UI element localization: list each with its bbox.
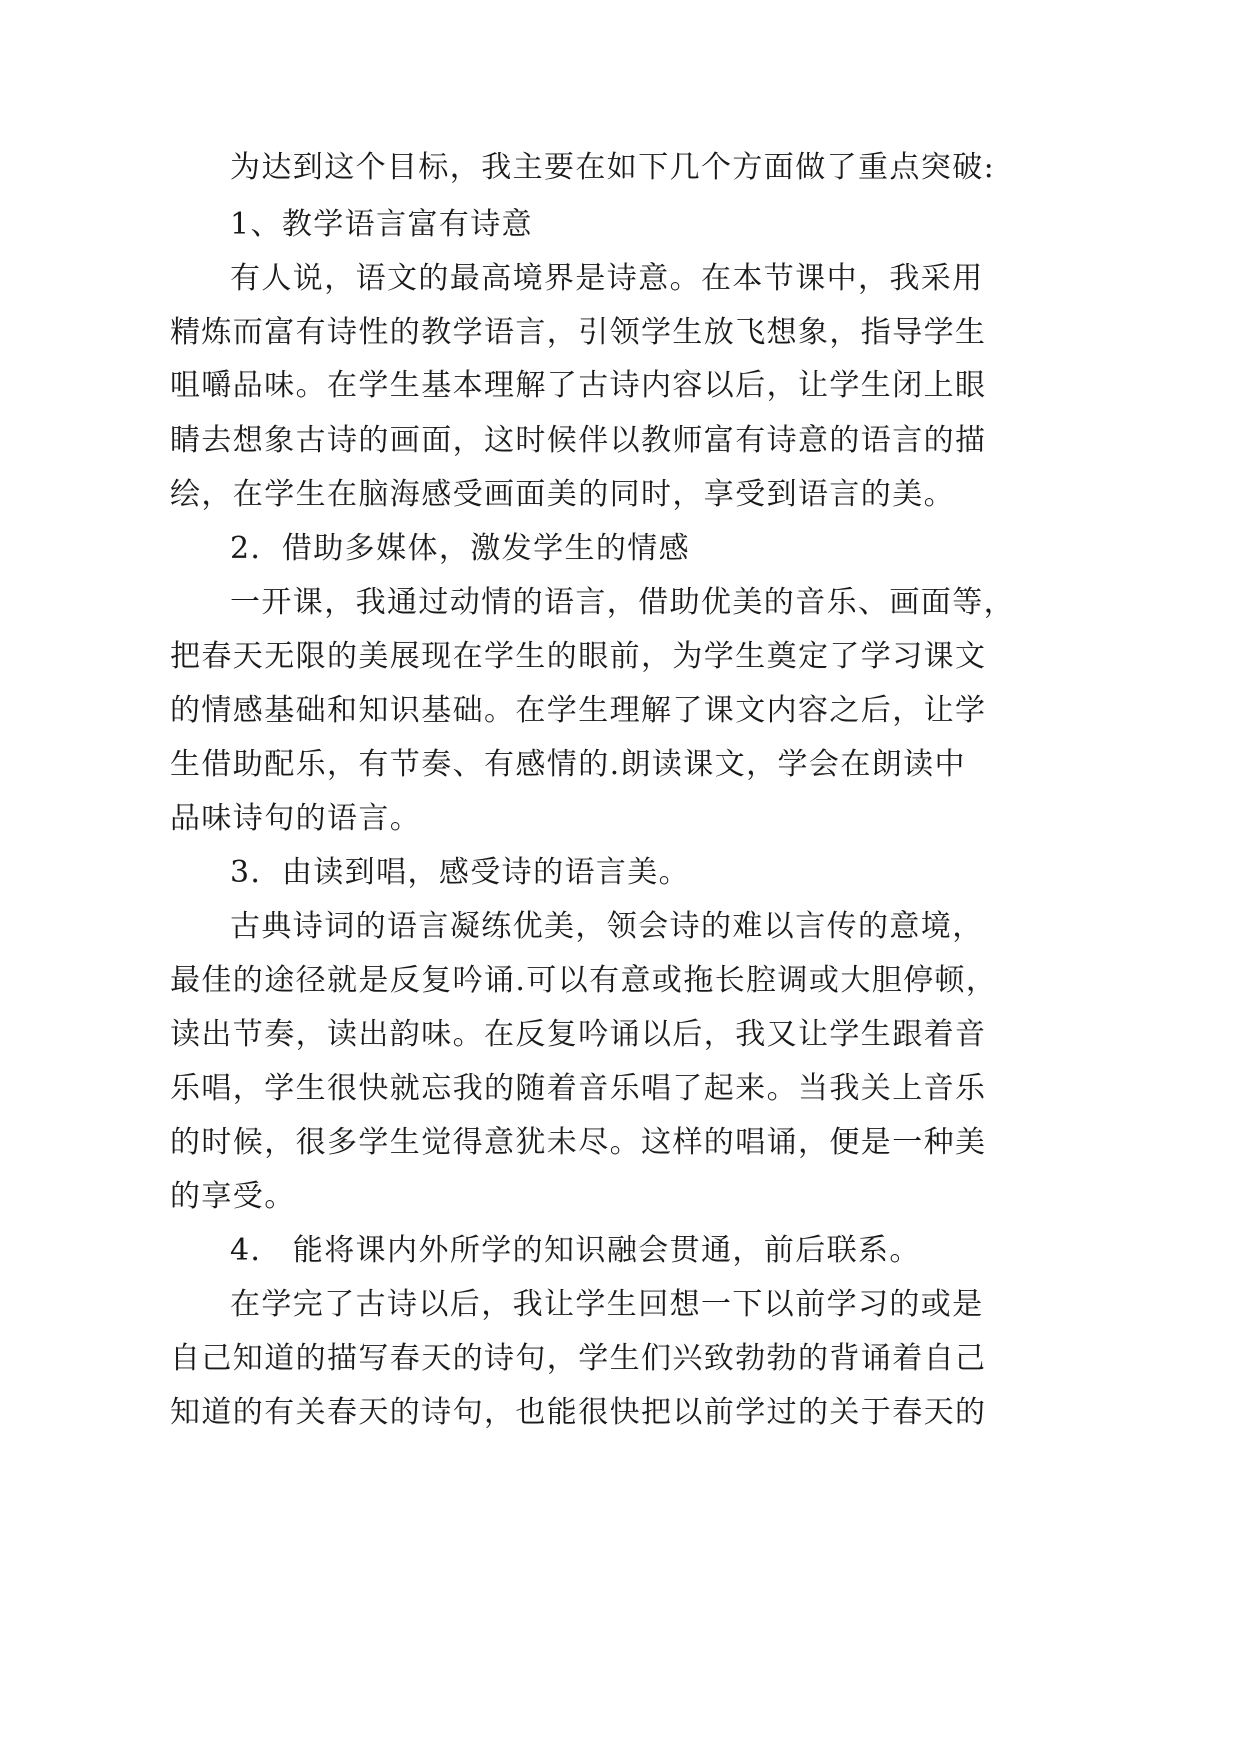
text-line: 的情感基础和知识基础。在学生理解了课文内容之后，让学 [170,693,987,728]
text-line: 的时候，很多学生觉得意犹未尽。这样的唱诵，便是一种美 [170,1125,987,1160]
text-line: 乐唱，学生很快就忘我的随着音乐唱了起来。当我关上音乐 [170,1071,987,1106]
text-line: 精炼而富有诗性的教学语言，引领学生放飞想象，指导学生 [170,315,987,350]
section-heading: 1、教学语言富有诗意 [230,207,534,242]
text-line: 睛去想象古诗的画面，这时候伴以教师富有诗意的语言的描 [170,423,987,458]
text-line: 咀嚼品味。在学生基本理解了古诗内容以后，让学生闭上眼 [170,368,987,403]
text-line: 知道的有关春天的诗句，也能很快把以前学过的关于春天的 [170,1395,987,1430]
text-line: 最佳的途径就是反复吟诵.可以有意或拖长腔调或大胆停顿， [170,963,998,998]
section-heading: 3．由读到唱，感受诗的语言美。 [230,855,691,890]
text-line: 古典诗词的语言凝练优美，领会诗的难以言传的意境， [230,909,984,944]
section-heading: 2．借助多媒体，激发学生的情感 [230,531,691,566]
text-line: 品味诗句的语言。 [170,801,422,836]
text-line: 绘，在学生在脑海感受画面美的同时，享受到语言的美。 [170,477,955,512]
text-line: 有人说，语文的最高境界是诗意。在本节课中，我采用 [230,261,984,296]
text-line: 一开课，我通过动情的语言，借助优美的音乐、画面等， [230,585,1015,620]
text-line: 为达到这个目标，我主要在如下几个方面做了重点突破: [230,150,996,185]
section-heading: 4． 能将课内外所学的知识融会贯通，前后联系。 [230,1233,921,1268]
text-line: 把春天无限的美展现在学生的眼前，为学生奠定了学习课文 [170,639,987,674]
text-line: 的享受。 [170,1179,296,1214]
text-line: 自己知道的描写春天的诗句，学生们兴致勃勃的背诵着自己 [170,1341,987,1376]
text-line: 读出节奏，读出韵味。在反复吟诵以后，我又让学生跟着音 [170,1017,987,1052]
text-line: 生借助配乐，有节奏、有感情的.朗读课文，学会在朗读中 [170,747,966,782]
text-line: 在学完了古诗以后，我让学生回想一下以前学习的或是 [230,1287,984,1322]
